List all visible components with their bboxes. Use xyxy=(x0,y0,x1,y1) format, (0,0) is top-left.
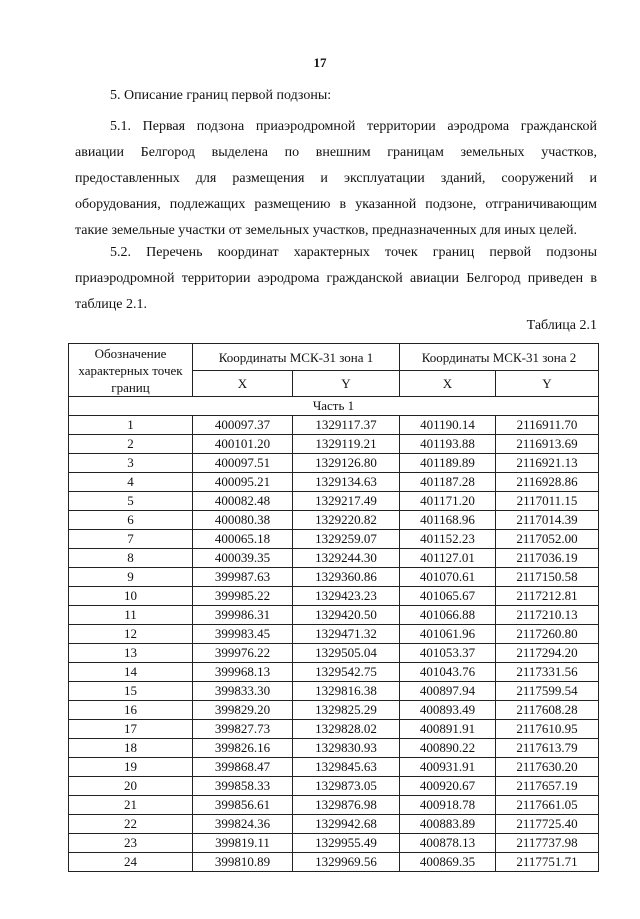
cell-point-number: 5 xyxy=(69,492,193,511)
cell-zone1-y: 1329830.93 xyxy=(293,739,400,758)
cell-point-number: 16 xyxy=(69,701,193,720)
cell-zone1-x: 399829.20 xyxy=(193,701,293,720)
cell-point-number: 21 xyxy=(69,796,193,815)
cell-zone1-x: 399858.33 xyxy=(193,777,293,796)
cell-zone2-x: 400890.22 xyxy=(400,739,496,758)
cell-zone1-x: 399810.89 xyxy=(193,853,293,872)
cell-zone1-x: 399826.16 xyxy=(193,739,293,758)
table-row xyxy=(69,625,599,644)
table-row xyxy=(69,644,599,663)
cell-zone1-x: 399985.22 xyxy=(193,587,293,606)
cell-zone2-x: 400869.35 xyxy=(400,853,496,872)
cell-zone1-x: 399986.31 xyxy=(193,606,293,625)
table-row xyxy=(69,777,599,796)
cell-zone1-x: 399968.13 xyxy=(193,663,293,682)
cell-point-number: 24 xyxy=(69,853,193,872)
cell-zone1-y: 1329845.63 xyxy=(293,758,400,777)
cell-zone2-x: 401066.88 xyxy=(400,606,496,625)
cell-zone2-x: 400883.89 xyxy=(400,815,496,834)
paragraph-5-1 xyxy=(75,114,597,244)
cell-zone1-y: 1329828.02 xyxy=(293,720,400,739)
cell-zone1-x: 400039.35 xyxy=(193,549,293,568)
cell-zone1-y: 1329942.68 xyxy=(293,815,400,834)
cell-point-number: 20 xyxy=(69,777,193,796)
cell-zone1-y: 1329217.49 xyxy=(293,492,400,511)
table-row xyxy=(69,796,599,815)
table-row xyxy=(69,606,599,625)
cell-zone1-x: 399976.22 xyxy=(193,644,293,663)
table-row xyxy=(69,682,599,701)
cell-zone1-x: 399983.45 xyxy=(193,625,293,644)
cell-zone2-y: 2117212.81 xyxy=(496,587,599,606)
cell-zone2-y: 2117751.71 xyxy=(496,853,599,872)
paragraph-5-1-text: 5.1. Первая подзона приаэродромной территории аэродрома гражданской авиации Белгород выделена по внешним границам земельных участков, предоставленных для размещения и эксплуатации зданий, сооружений и оборудования, подлежащих размещению в указанной подзоне, отграничивающим такие земельные участки от земельных участков, предназначенных для иных целей. xyxy=(75,119,597,238)
cell-point-number: 14 xyxy=(69,663,193,682)
cell-zone1-x: 399819.11 xyxy=(193,834,293,853)
cell-zone1-y: 1329825.29 xyxy=(293,701,400,720)
cell-zone2-y: 2117260.80 xyxy=(496,625,599,644)
cell-zone2-y: 2117331.56 xyxy=(496,663,599,682)
cell-zone1-y: 1329542.75 xyxy=(293,663,400,682)
header-zone1-y: Y xyxy=(293,371,400,397)
cell-zone1-y: 1329873.05 xyxy=(293,777,400,796)
table-row xyxy=(69,435,599,454)
cell-zone2-x: 401043.76 xyxy=(400,663,496,682)
cell-zone1-y: 1329420.50 xyxy=(293,606,400,625)
cell-zone2-x: 400897.94 xyxy=(400,682,496,701)
cell-zone2-y: 2117150.58 xyxy=(496,568,599,587)
cell-zone1-x: 400095.21 xyxy=(193,473,293,492)
paragraph-5-2-text: 5.2. Перечень координат характерных точек границ первой подзоны приаэродромной территории аэродрома гражданской авиации Белгород приведен в таблице 2.1. xyxy=(75,245,597,312)
cell-point-number: 10 xyxy=(69,587,193,606)
part-label: Часть 1 xyxy=(69,397,599,416)
table-row xyxy=(69,739,599,758)
cell-zone1-x: 399824.36 xyxy=(193,815,293,834)
table-row xyxy=(69,701,599,720)
cell-zone2-x: 401189.89 xyxy=(400,454,496,473)
cell-zone1-y: 1329119.21 xyxy=(293,435,400,454)
table-row xyxy=(69,511,599,530)
table-row xyxy=(69,834,599,853)
cell-zone2-y: 2117052.00 xyxy=(496,530,599,549)
table-row xyxy=(69,853,599,872)
cell-zone1-x: 399833.30 xyxy=(193,682,293,701)
header-zone1-x: X xyxy=(193,371,293,397)
cell-zone1-y: 1329360.86 xyxy=(293,568,400,587)
cell-zone2-y: 2116913.69 xyxy=(496,435,599,454)
cell-zone2-y: 2117737.98 xyxy=(496,834,599,853)
cell-point-number: 15 xyxy=(69,682,193,701)
cell-point-number: 13 xyxy=(69,644,193,663)
cell-point-number: 8 xyxy=(69,549,193,568)
coordinates-table xyxy=(68,343,599,872)
cell-zone2-y: 2117657.19 xyxy=(496,777,599,796)
cell-zone2-y: 2117014.39 xyxy=(496,511,599,530)
cell-zone1-x: 400080.38 xyxy=(193,511,293,530)
cell-zone1-y: 1329969.56 xyxy=(293,853,400,872)
part-row xyxy=(69,397,599,416)
table-row xyxy=(69,416,599,435)
cell-zone1-x: 400065.18 xyxy=(193,530,293,549)
table-row xyxy=(69,454,599,473)
cell-point-number: 9 xyxy=(69,568,193,587)
table-row xyxy=(69,587,599,606)
cell-zone2-x: 401065.67 xyxy=(400,587,496,606)
header-point-designation: Обозначение характерных точек границ xyxy=(69,344,193,397)
paragraph-5-2 xyxy=(75,240,597,318)
table-body xyxy=(69,397,599,872)
cell-zone2-x: 401187.28 xyxy=(400,473,496,492)
cell-zone2-y: 2117661.05 xyxy=(496,796,599,815)
cell-zone1-x: 400097.37 xyxy=(193,416,293,435)
cell-zone1-y: 1329220.82 xyxy=(293,511,400,530)
cell-zone2-y: 2116911.70 xyxy=(496,416,599,435)
cell-point-number: 11 xyxy=(69,606,193,625)
cell-zone2-x: 400918.78 xyxy=(400,796,496,815)
cell-zone1-y: 1329471.32 xyxy=(293,625,400,644)
table-row xyxy=(69,530,599,549)
cell-zone1-y: 1329126.80 xyxy=(293,454,400,473)
cell-zone1-y: 1329955.49 xyxy=(293,834,400,853)
table-row xyxy=(69,758,599,777)
cell-zone2-x: 401061.96 xyxy=(400,625,496,644)
table-row xyxy=(69,815,599,834)
header-zone1: Координаты МСК-31 зона 1 xyxy=(193,344,400,371)
cell-zone2-y: 2117599.54 xyxy=(496,682,599,701)
cell-zone2-x: 400878.13 xyxy=(400,834,496,853)
cell-point-number: 3 xyxy=(69,454,193,473)
cell-zone2-x: 400891.91 xyxy=(400,720,496,739)
cell-zone2-x: 400920.67 xyxy=(400,777,496,796)
cell-point-number: 12 xyxy=(69,625,193,644)
cell-zone2-y: 2117610.95 xyxy=(496,720,599,739)
page-number: 17 xyxy=(313,55,327,70)
cell-zone2-x: 401152.23 xyxy=(400,530,496,549)
cell-zone1-x: 399987.63 xyxy=(193,568,293,587)
cell-zone2-y: 2117036.19 xyxy=(496,549,599,568)
table-row xyxy=(69,720,599,739)
cell-zone2-x: 401193.88 xyxy=(400,435,496,454)
cell-point-number: 17 xyxy=(69,720,193,739)
table-row xyxy=(69,549,599,568)
cell-zone1-x: 400097.51 xyxy=(193,454,293,473)
cell-zone2-y: 2116921.13 xyxy=(496,454,599,473)
header-zone2-y: Y xyxy=(496,371,599,397)
cell-point-number: 6 xyxy=(69,511,193,530)
cell-zone1-x: 399856.61 xyxy=(193,796,293,815)
cell-zone1-x: 399827.73 xyxy=(193,720,293,739)
cell-point-number: 19 xyxy=(69,758,193,777)
cell-zone2-x: 401053.37 xyxy=(400,644,496,663)
header-zone2: Координаты МСК-31 зона 2 xyxy=(400,344,599,371)
cell-zone2-y: 2117630.20 xyxy=(496,758,599,777)
cell-zone1-y: 1329259.07 xyxy=(293,530,400,549)
cell-zone1-y: 1329117.37 xyxy=(293,416,400,435)
header-zone2-x: X xyxy=(400,371,496,397)
cell-zone2-y: 2117725.40 xyxy=(496,815,599,834)
cell-zone2-x: 401127.01 xyxy=(400,549,496,568)
cell-zone1-y: 1329505.04 xyxy=(293,644,400,663)
cell-zone1-y: 1329816.38 xyxy=(293,682,400,701)
table-row xyxy=(69,663,599,682)
cell-zone2-y: 2117613.79 xyxy=(496,739,599,758)
cell-zone1-y: 1329876.98 xyxy=(293,796,400,815)
cell-zone2-x: 401070.61 xyxy=(400,568,496,587)
cell-zone2-x: 400931.91 xyxy=(400,758,496,777)
cell-zone1-x: 399868.47 xyxy=(193,758,293,777)
cell-point-number: 1 xyxy=(69,416,193,435)
cell-zone2-y: 2117011.15 xyxy=(496,492,599,511)
cell-zone1-y: 1329423.23 xyxy=(293,587,400,606)
cell-zone2-x: 401190.14 xyxy=(400,416,496,435)
cell-zone2-y: 2116928.86 xyxy=(496,473,599,492)
cell-zone2-y: 2117210.13 xyxy=(496,606,599,625)
cell-zone1-x: 400082.48 xyxy=(193,492,293,511)
cell-zone1-y: 1329134.63 xyxy=(293,473,400,492)
table-row xyxy=(69,568,599,587)
cell-point-number: 7 xyxy=(69,530,193,549)
cell-point-number: 2 xyxy=(69,435,193,454)
cell-zone2-x: 400893.49 xyxy=(400,701,496,720)
cell-zone2-x: 401171.20 xyxy=(400,492,496,511)
table-caption: Таблица 2.1 xyxy=(526,318,597,333)
table-row xyxy=(69,492,599,511)
cell-zone1-x: 400101.20 xyxy=(193,435,293,454)
cell-point-number: 4 xyxy=(69,473,193,492)
cell-zone1-y: 1329244.30 xyxy=(293,549,400,568)
cell-point-number: 22 xyxy=(69,815,193,834)
section-heading: 5. Описание границ первой подзоны: xyxy=(110,88,332,103)
table-row xyxy=(69,473,599,492)
cell-point-number: 23 xyxy=(69,834,193,853)
cell-zone2-y: 2117608.28 xyxy=(496,701,599,720)
cell-zone2-y: 2117294.20 xyxy=(496,644,599,663)
cell-point-number: 18 xyxy=(69,739,193,758)
cell-zone2-x: 401168.96 xyxy=(400,511,496,530)
